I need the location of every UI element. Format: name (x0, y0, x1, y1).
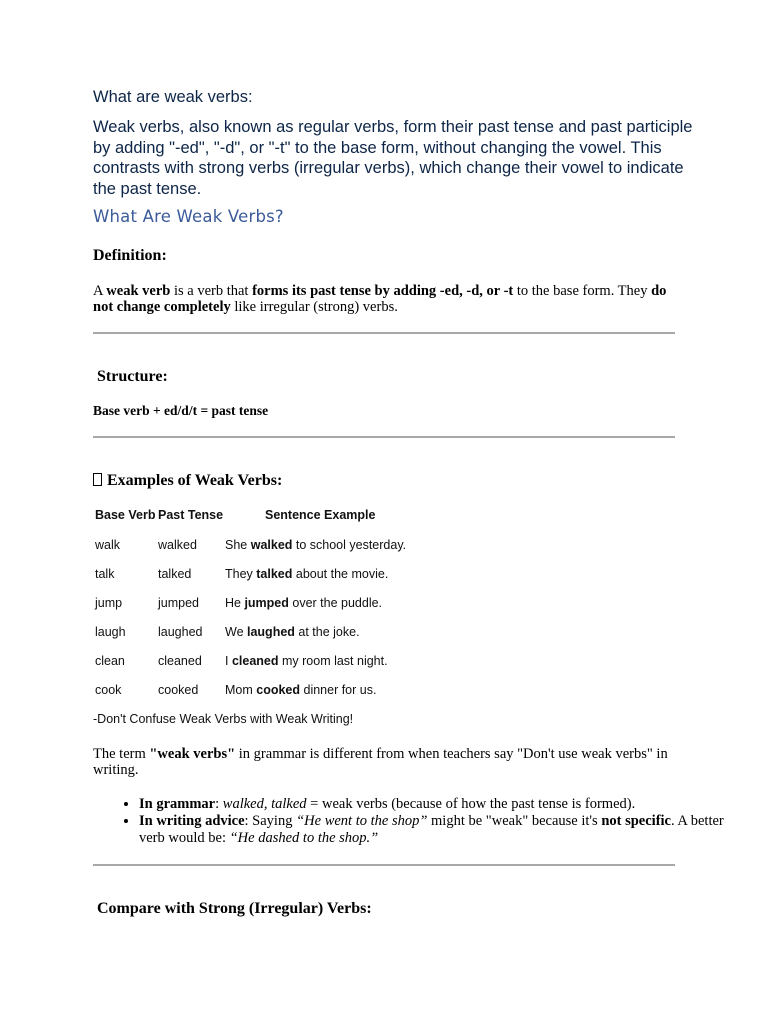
past-tense-cell: jumped (158, 596, 199, 610)
bold-run: cooked (256, 683, 301, 697)
sentence-cell (225, 538, 406, 552)
bold-run: weak verb (106, 283, 171, 299)
bullet-list (93, 796, 739, 847)
base-verb-cell: walk (95, 538, 121, 552)
text-run: : Saying (244, 813, 297, 829)
text-run: She (225, 538, 251, 552)
italic-run: walked, talked (222, 796, 307, 812)
text-run: dinner for us. (300, 683, 377, 697)
text-run: at the joke. (294, 625, 360, 639)
definition-text (93, 283, 683, 315)
bold-run: talked (256, 567, 293, 581)
sentence-cell (225, 596, 382, 610)
sentence-cell (225, 625, 360, 639)
bold-run: do not change completely (93, 283, 667, 315)
term-paragraph (93, 746, 673, 778)
text-run: . A better verb would be: (139, 813, 724, 846)
text-run: : (215, 796, 223, 812)
intro-question: What are weak verbs: (93, 88, 253, 106)
intro-answer: Weak verbs, also known as regular verbs, form their past tense and past participle by adding "-ed", "-d", or "-t" to the base form, without changing the vowel. This contrasts with strong verbs (irregular verbs), which change their vowel to indicate the past tense. (93, 118, 693, 198)
text-run: They (225, 567, 257, 581)
text-run: = weak verbs (because of how the past tense is formed). (306, 796, 636, 812)
column-header: Past Tense (158, 508, 224, 522)
divider (93, 864, 675, 866)
bold-run: forms its past tense by adding -ed, -d, or -t (252, 283, 514, 299)
text-run: He (225, 596, 245, 610)
text-run: A (93, 283, 107, 299)
divider (93, 436, 675, 438)
list-item (139, 813, 739, 847)
column-header: Sentence Example (265, 508, 376, 522)
past-tense-cell: cooked (158, 683, 199, 697)
text-run: is a verb that (170, 283, 253, 299)
bold-run: walked (250, 538, 293, 552)
bold-run: "weak verbs" (149, 746, 236, 762)
bold-run: In grammar (139, 796, 216, 812)
bold-run: jumped (244, 596, 289, 610)
text-run: The term (93, 746, 150, 762)
bold-run: cleaned (231, 654, 279, 668)
text-run: Mom (225, 683, 257, 697)
base-verb-cell: talk (95, 567, 115, 581)
bold-run: In writing advice (139, 813, 245, 829)
base-verb-cell: cook (95, 683, 122, 697)
sentence-cell (225, 567, 388, 581)
text-run: over the puddle. (288, 596, 383, 610)
text-run: We (225, 625, 247, 639)
base-verb-cell: clean (95, 654, 125, 668)
missing-glyph-icon (93, 473, 102, 486)
examples-heading (93, 472, 282, 490)
column-header: Base Verb (95, 508, 156, 522)
text-run: might be "weak" because it's (427, 813, 602, 829)
base-verb-cell: laugh (95, 625, 126, 639)
text-run: my room last night. (278, 654, 388, 668)
section-heading: What Are Weak Verbs? (93, 207, 284, 226)
text-run: about the movie. (292, 567, 389, 581)
compare-heading: Compare with Strong (Irregular) Verbs: (97, 900, 372, 917)
structure-formula: Base verb + ed/d/t = past tense (93, 403, 269, 418)
text-run: in grammar is different from when teachers say "Don't use weak verbs" in writing. (93, 746, 668, 778)
bold-run: laughed (247, 625, 295, 639)
text-run: to the base form. They (513, 283, 652, 299)
italic-run: “He dashed to the shop.” (229, 830, 379, 846)
italic-run: “He went to the shop” (296, 813, 428, 829)
past-tense-cell: talked (158, 567, 192, 581)
bold-run: not specific (601, 813, 671, 829)
past-tense-cell: cleaned (158, 654, 202, 668)
text-run: I (225, 654, 232, 668)
examples-heading-text: Examples of Weak Verbs: (107, 472, 283, 489)
list-item (139, 796, 739, 813)
sentence-cell (225, 654, 388, 668)
warning-line: -Don't Confuse Weak Verbs with Weak Writing! (93, 712, 354, 726)
past-tense-cell: walked (158, 538, 197, 552)
definition-heading: Definition: (93, 247, 167, 264)
text-run: like irregular (strong) verbs. (230, 299, 398, 315)
base-verb-cell: jump (95, 596, 123, 610)
sentence-cell (225, 683, 376, 697)
past-tense-cell: laughed (158, 625, 203, 639)
divider (93, 332, 675, 334)
text-run: to school yesterday. (292, 538, 407, 552)
structure-heading: Structure: (97, 368, 168, 385)
